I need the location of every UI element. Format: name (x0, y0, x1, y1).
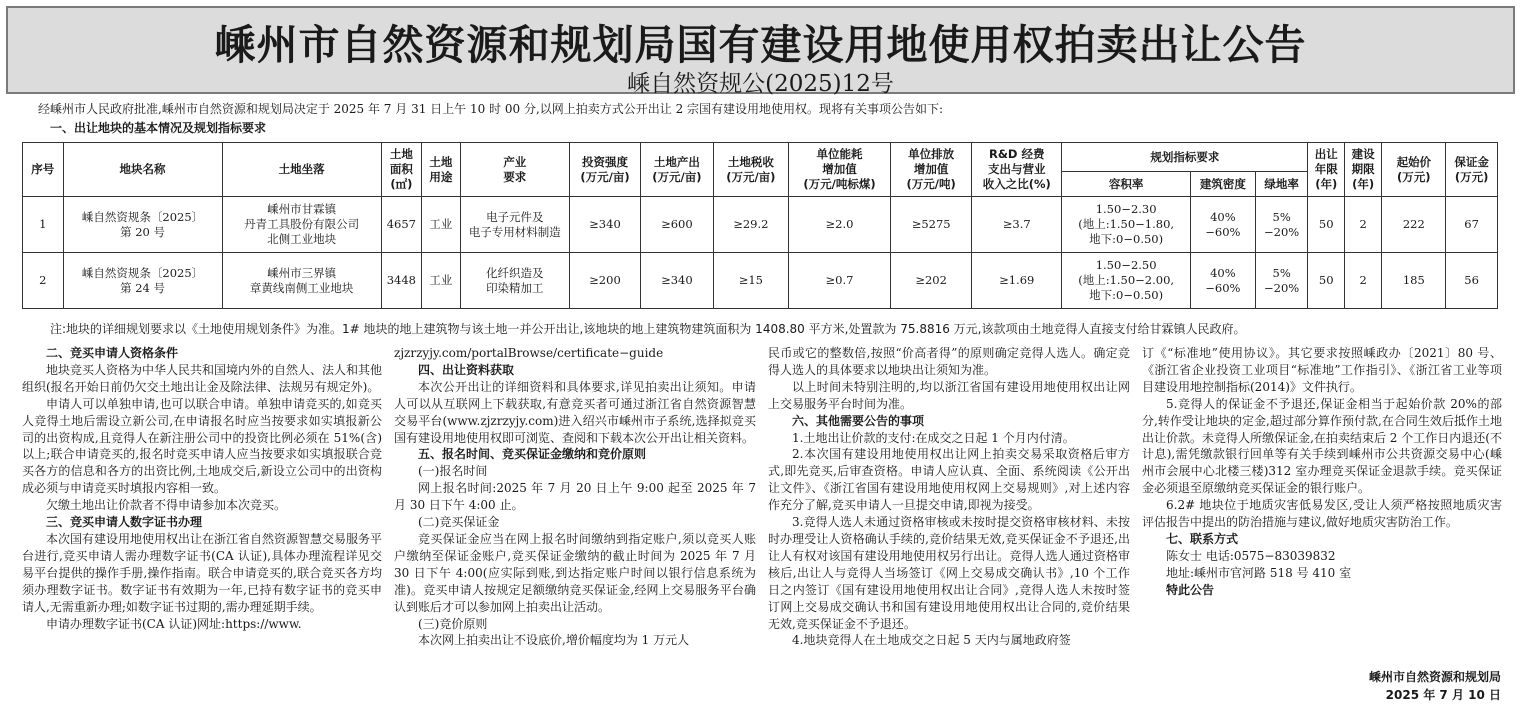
paragraph: 申请办理数字证书(CA 认证)网址:https://www. (46, 616, 302, 631)
cell-rd: ≥1.69 (972, 253, 1062, 309)
th-tax: 土地税收 (万元/亩) (713, 143, 788, 197)
paragraph: 本次网上拍卖出让不设底价,增价幅度均为 1 万元人 (418, 633, 690, 648)
cell-use: 工业 (422, 253, 460, 309)
th-term: 出让 年限 (年) (1308, 143, 1344, 197)
paragraph: 地块竞买人资格为中华人民共和国境内外的自然人、法人和其他组织(报名开始日前仍欠交土地出让金及除法律、法规另有规定外)。 (22, 362, 383, 394)
paragraph: 6.2# 地块位于地质灾害低易发区,受让人须严格按照地质灾害评估报告中提出的防治措施与建议,做好地质灾害防治工作。 (1142, 498, 1502, 530)
paragraph: 本次国有建设用地使用权出让在浙江省自然资源智慧交易服务平台进行,竞买申请人需办理数字证书(CA 认证),具体办理流程详见交易平台提供的操作手册,操作指南。联合申请竞买的,联合竞买各方均须办理数字证书。数字证书有效期为一年,已持有数字证书的竞买申请人,无需重新办理;如数字证书过期的,需办理延期手续。 (22, 531, 383, 614)
cell-build-period: 2 (1344, 253, 1381, 309)
paragraph: 2.本次国有建设用地使用权出让网上拍卖交易采取资格后审方式,即先竞买,后审查资格。申请人应认真、全面、系统阅读《公开出让文件》、《浙江省国有建设用地使用权网上交易规则》,对上述内容作充分了解,竞买申请人一旦提交申请,即视为接受。 (768, 447, 1130, 513)
paragraph: 本次公开出让的详细资料和具体要求,详见拍卖出让须知。申请人可以从互联网上下载获取,有意竞买者可通过浙江省自然资源智慧交易平台(www.zjzrzyjy.com)进入绍兴市嵊州市子系统,选择拟竞买国有建设用地使用权即可浏览、查阅和下载本次公开出让相关资料。 (394, 379, 756, 445)
paragraph: 订《“标准地”使用协议》。其它要求按照嵊政办〔2021〕80 号、《浙江省企业投资工业项目“标准地”工作指引》、《浙江省工业等项目建设用地控制指标(2014)》文件执行。 (1142, 346, 1502, 394)
issuing-organization: 嵊州市自然资源和规划局 (1368, 670, 1501, 684)
paragraph: 5.竞得人的保证金不予退还,保证金相当于起始价款 20%的部分,转作受让地块的定金,超过部分算作预付款,在合同生效后抵作土地出让价款。未竞得人所缴保证金,在拍卖结束后 2 个工作日内退还(不计息),需凭缴款银行回单等有关手续到嵊州市公共资源交易中心(嵊州市会展中心北楼三楼)312 室办理竞买保证金退款手续。竞买保证金必须退至原缴纳竞买保证金的银行账户。 (1142, 396, 1502, 496)
th-start-price: 起始价 (万元) (1382, 143, 1446, 197)
cell-green: 5% −20% (1255, 253, 1308, 309)
cell-term: 50 (1308, 253, 1344, 309)
subsection-heading: (一)报名时间 (418, 464, 488, 479)
column-3 (768, 345, 1130, 649)
subsection-heading: (三)竞价原则 (418, 616, 488, 631)
th-planning: 规划指标要求 (1062, 143, 1308, 172)
cell-deposit: 67 (1446, 197, 1498, 253)
page-title: 嵊州市自然资源和规划局国有建设用地使用权拍卖出让公告 (214, 21, 1307, 69)
column-2 (394, 345, 756, 649)
cell-density: 40% −60% (1190, 197, 1255, 253)
cell-density: 40% −60% (1190, 253, 1255, 309)
cell-name: 嵊自然资规条〔2025〕 第 20 号 (63, 197, 222, 253)
section-5-heading: 五、报名时间、竞买保证金缴纳和竞价原则 (418, 447, 647, 462)
th-energy: 单位能耗 增加值 (万元/吨标煤) (788, 143, 890, 197)
th-investment: 投资强度 (万元/亩) (570, 143, 641, 197)
paragraph: 欠缴土地出让价款者不得申请参加本次竞买。 (46, 498, 287, 513)
paragraph: 网上报名时间:2025 年 7 月 20 日上午 9:00 起至 2025 年 7 月 30 日下午 4:00 止。 (394, 481, 756, 513)
section-3-heading: 三、竞买申请人数字证书办理 (46, 515, 203, 530)
cell-green: 5% −20% (1255, 197, 1308, 253)
th-emission: 单位排放 增加值 (万元/吨) (891, 143, 972, 197)
paragraph: 民币或它的整数倍,按照“价高者得”的原则确定竞得人选人。确定竞得人选人的具体要求以地块出让须知为准。 (768, 346, 1130, 377)
th-location: 土地坐落 (222, 143, 381, 197)
cell-start-price: 185 (1382, 253, 1446, 309)
th-area: 土地 面积 (㎡) (381, 143, 422, 197)
cell-output: ≥340 (640, 253, 713, 309)
table-note: 注:地块的详细规划要求以《土地使用规划条件》为准。1# 地块的地上建筑物与该土地一并公开出让,该地块的地上建筑物建筑面积为 1408.80 平方米,处置款为 75.8816 万元,该款项由土地竞得人直接支付给甘霖镇人民政府。 (50, 322, 1246, 336)
contact-address: 地址:嵊州市官河路 518 号 410 室 (1166, 565, 1352, 580)
th-deposit: 保证金 (万元) (1446, 143, 1498, 197)
contact-phone: 陈女士 电话:0575−83039832 (1166, 548, 1336, 563)
section-6-heading: 六、其他需要公告的事项 (792, 413, 925, 428)
paragraph: 以上时间未特别注明的,均以浙江省国有建设用地使用权出让网上交易服务平台时间为准。 (768, 379, 1130, 411)
paragraph: 申请人可以单独申请,也可以联合申请。单独申请竞买的,如竞买人竞得土地后需设立新公司,在申请报名时应当按要求如实填报新公司的出资构成,且竞得人在新注册公司中的投资比例必须在 51%(含)以上;联合申请竞买的,报名时竞买申请人应当按要求如实填报联合竞买各方的信息和各方的出资比例,土地成交后,新设立公司中的出资构成必须与申请竞买时填报内容相一致。 (22, 396, 382, 496)
th-green: 绿地率 (1255, 172, 1308, 197)
cell-area: 4657 (381, 197, 422, 253)
cell-emission: ≥202 (891, 253, 972, 309)
cell-seq: 1 (23, 197, 64, 253)
signature-block (1369, 668, 1501, 704)
cell-industry: 电子元件及 电子专用材料制造 (460, 197, 569, 253)
section-4-heading: 四、出让资料获取 (418, 362, 515, 377)
th-seq: 序号 (23, 143, 64, 197)
cell-output: ≥600 (640, 197, 713, 253)
th-density: 建筑密度 (1190, 172, 1255, 197)
table-header-row (23, 143, 1498, 172)
cell-rd: ≥3.7 (972, 197, 1062, 253)
cell-location: 嵊州市三界镇 章黄线南侧工业地块 (222, 253, 381, 309)
cell-name: 嵊自然资规条〔2025〕 第 24 号 (63, 253, 222, 309)
paragraph: 4.地块竞得人在土地成交之日起 5 天内与属地政府签 (792, 633, 1071, 648)
cell-seq: 2 (23, 253, 64, 309)
th-name: 地块名称 (63, 143, 222, 197)
th-build-period: 建设 期限 (年) (1344, 143, 1381, 197)
th-rd: R&D 经费 支出与营业 收入之比(%) (972, 143, 1062, 197)
section-1-heading: 一、出让地块的基本情况及规划指标要求 (50, 121, 267, 135)
cell-area: 3448 (381, 253, 422, 309)
issue-date: 2025 年 7 月 10 日 (1385, 688, 1501, 702)
cell-tax: ≥29.2 (713, 197, 788, 253)
intro-paragraph: 经嵊州市人民政府批准,嵊州市自然资源和规划局决定于 2025 年 7 月 31 日上午 10 时 00 分,以网上拍卖方式公开出让 2 宗国有建设用地使用权。现将有关事项公告如下: (38, 102, 944, 116)
header-banner (6, 6, 1515, 97)
cell-use: 工业 (422, 197, 460, 253)
cell-build-period: 2 (1344, 197, 1381, 253)
paragraph: 1.土地出让价款的支付:在成交之日起 1 个月内付清。 (792, 430, 1075, 445)
cell-far: 1.50−2.30 (地上:1.50−1.80, 地下:0−0.50) (1062, 197, 1191, 253)
cell-tax: ≥15 (713, 253, 788, 309)
cell-energy: ≥0.7 (788, 253, 890, 309)
th-industry: 产业 要求 (460, 143, 569, 197)
th-use: 土地 用途 (422, 143, 460, 197)
section-2-heading: 二、竞买申请人资格条件 (46, 346, 179, 360)
th-output: 土地产出 (万元/亩) (640, 143, 713, 197)
table-row (23, 253, 1498, 309)
document-number: 嵊自然资规公(2025)12号 (627, 71, 894, 97)
cell-emission: ≥5275 (891, 197, 972, 253)
subsection-heading: (二)竞买保证金 (418, 515, 500, 530)
cell-term: 50 (1308, 197, 1344, 253)
certificate-url: zjzrzyjy.com/portalBrowse/certificate−guide (394, 346, 664, 360)
paragraph: 3.竞得人选人未通过资格审核或未按时提交资格审核材料、未按时办理受让人资格确认手续的,竞价结果无效,竞买保证金不予退还,出让人有权对该国有建设用地使用权另行出让。竞得人选人通过资格审核后,出让人与竞得人当场签订《网上交易成交确认书》,10 个工作日之内签订《国有建设用地使用权出让合同》,竞得人选人未按时签订网上交易成交确认书和国有建设用地使用权出让合同的,竞价结果无效,竞买保证金不予退还。 (768, 515, 1130, 631)
cell-industry: 化纤织造及 印染精加工 (460, 253, 569, 309)
cell-energy: ≥2.0 (788, 197, 890, 253)
th-far: 容积率 (1062, 172, 1191, 197)
column-1 (22, 345, 382, 632)
section-7-heading: 七、联系方式 (1166, 531, 1239, 546)
column-4 (1142, 345, 1502, 599)
cell-investment: ≥340 (570, 197, 641, 253)
paragraph: 竞买保证金应当在网上报名时间缴纳到指定账户,须以竞买人账户缴纳至保证金账户,竞买保证金缴纳的截止时间为 2025 年 7 月 30 日下午 4:00(应实际到账,到达指定账户时间以银行信息系统为准)。竞买申请人按规定足额缴纳竞买保证金,经网上交易服务平台确认到账后才可以参加网上拍卖出让活动。 (394, 531, 756, 614)
cell-start-price: 222 (1382, 197, 1446, 253)
closing-statement: 特此公告 (1166, 582, 1215, 597)
cell-far: 1.50−2.50 (地上:1.50−2.00, 地下:0−0.50) (1062, 253, 1191, 309)
cell-deposit: 56 (1446, 253, 1498, 309)
table-row (23, 197, 1498, 253)
cell-location: 嵊州市甘霖镇 丹青工具股份有限公司 北侧工业地块 (222, 197, 381, 253)
cell-investment: ≥200 (570, 253, 641, 309)
parcel-table (22, 142, 1498, 309)
